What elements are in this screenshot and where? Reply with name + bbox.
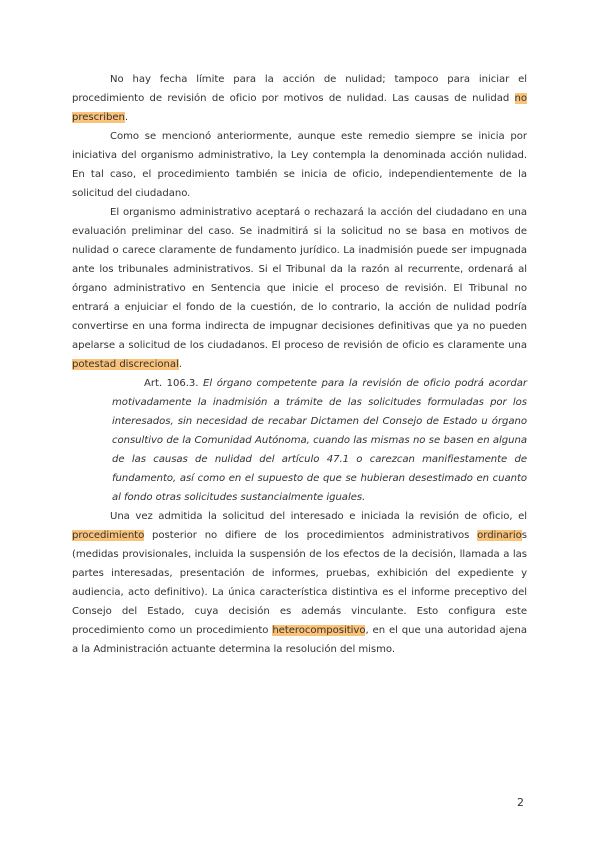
article-quote	[112, 374, 527, 507]
text-run: .	[124, 112, 128, 123]
highlight-ordinario: ordinario	[477, 530, 522, 541]
highlight-no-prescriben: no prescriben	[72, 93, 527, 123]
text-run: posterior no difiere de los procedimientos administrativos	[144, 530, 478, 541]
article-label: Art. 106.3.	[144, 378, 204, 389]
text-run: , en el que una autoridad ajena a la Administración actuante determina la resolución del mismo.	[72, 625, 527, 655]
highlight-heterocompositivo: heterocompositivo	[272, 625, 366, 636]
text-run: s (medidas provisionales, incluida la suspensión de los efectos de la decisión, llamada a las partes interesadas, presentación de informes, pruebas, exhibición del expediente y audiencia, acto definitivo). La única característica distintiva es el informe preceptivo del Consejo del Estado, cuya decisión es además vinculante. Esto configura este procedimiento como un procedimiento	[72, 530, 527, 636]
text-run: El organismo administrativo aceptará o rechazará la acción del ciudadano en una evaluación preliminar del caso. Se inadmitirá si la solicitud no se basa en motivos de nulidad o carece claramente de fundamento jurídico. La inadmisión puede ser impugnada ante los tribunales administrativos. Si el Tribunal da la razón al recurrente, ordenará al órgano administrativo en Sentencia que inicie el proceso de revisión. El Tribunal no entrará a enjuiciar el fondo de la cuestión, de lo contrario, la acción de nulidad podría convertirse en una forma indirecta de impugnar decisiones definitivas que ya no pueden apelarse a solicitud de los ciudadanos. El proceso de revisión de oficio es claramente una	[72, 207, 527, 351]
paragraph-4	[72, 507, 527, 659]
text-run: No hay fecha límite para la acción de nulidad; tampoco para iniciar el procedimiento de revisión de oficio por motivos de nulidad. Las causas de nulidad	[72, 74, 527, 104]
article-text: El órgano competente para la revisión de oficio podrá acordar motivadamente la inadmisión a trámite de las solicitudes formuladas por los interesados, sin necesidad de recabar Dictamen del Consejo de Estado u órgano consultivo de la Comunidad Autónoma, cuando las mismas no se basen en alguna de las causas de nulidad del artículo 47.1 o carezcan manifiestamente de fundamento, así como en el supuesto de que se hubieran desestimado en cuanto al fondo otras solicitudes sustancialmente iguales.	[112, 378, 527, 503]
page-number: 2	[517, 796, 524, 809]
text-run: Una vez admitida la solicitud del interesado e iniciada la revisión de oficio, el	[110, 511, 527, 522]
highlight-procedimiento: procedimiento	[72, 530, 145, 541]
highlight-potestad-discrecional: potestad discrecional	[72, 359, 179, 370]
body-text	[72, 70, 527, 659]
text-run: Como se mencionó anteriormente, aunque este remedio siempre se inicia por iniciativa del organismo administrativo, la Ley contempla la denominada acción nulidad. En tal caso, el procedimiento también se inicia de oficio, independientemente de la solicitud del ciudadano.	[72, 131, 527, 199]
text-run: .	[178, 359, 182, 370]
paragraph-2	[72, 127, 527, 203]
paragraph-1	[72, 70, 527, 127]
paragraph-3	[72, 203, 527, 374]
